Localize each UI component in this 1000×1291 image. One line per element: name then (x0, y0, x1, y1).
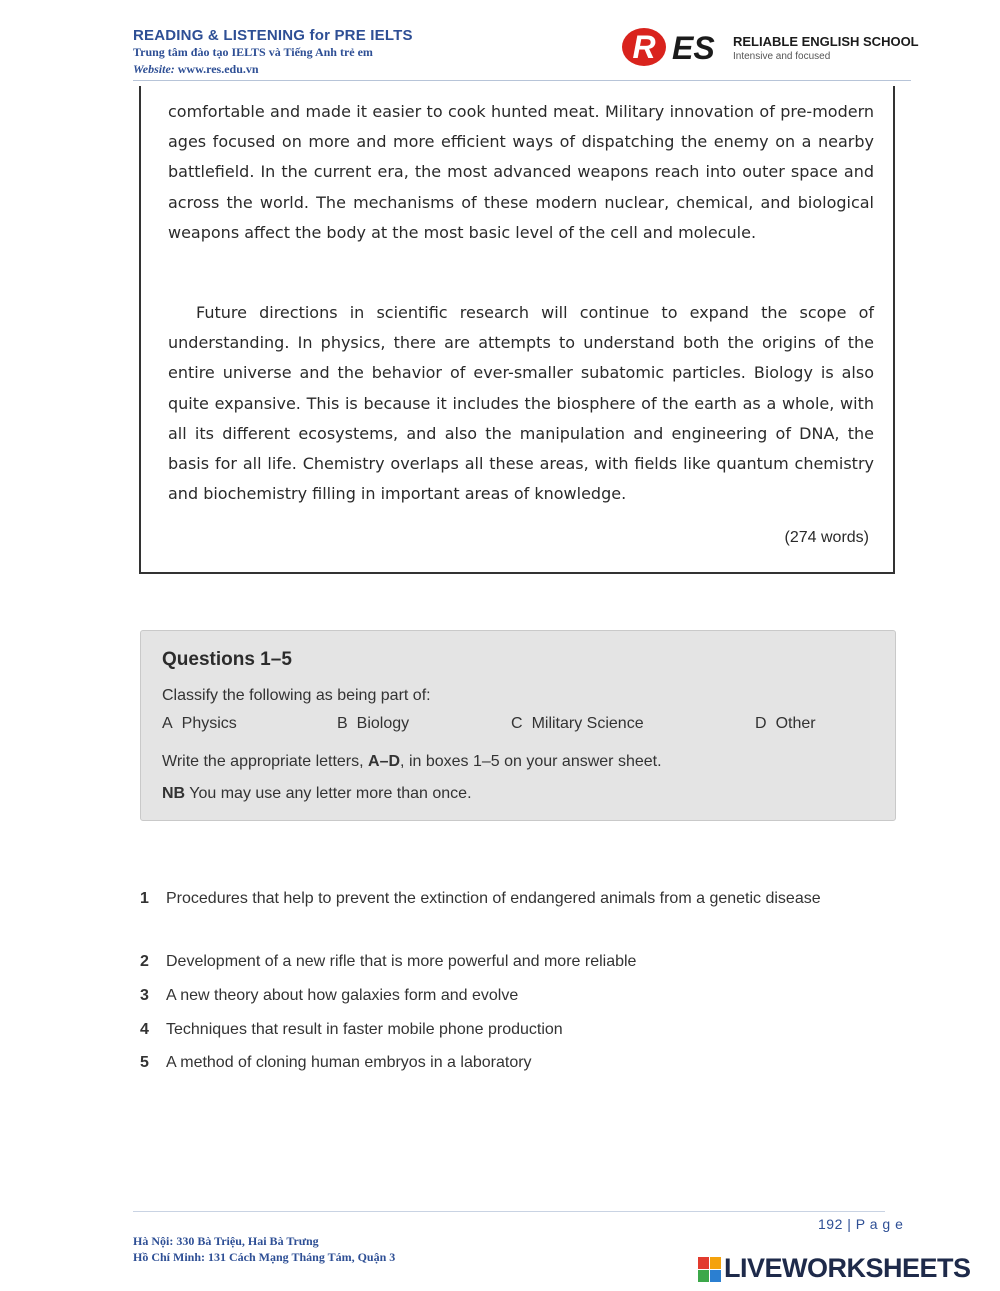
logo-school-name: RELIABLE ENGLISH SCHOOL (733, 34, 919, 49)
option-label: Biology (356, 715, 410, 732)
nb-label: NB (162, 785, 186, 802)
question-text: A method of cloning human embryos in a laboratory (166, 1054, 532, 1071)
header-website (133, 62, 259, 77)
header-divider (133, 80, 911, 81)
question-text: A new theory about how galaxies form and evolve (166, 987, 519, 1004)
passage-paragraph-1: comfortable and made it easier to cook hunted meat. Military innovation of pre-modern ages focused on more and more efficient ways of dispatching the enemy on a nearby battlefield. In the current era, the most advanced weapons reach into outer space and across the world. The mechanisms of these modern nuclear, chemical, and biological weapons affect the body at the most basic level of the cell and molecule. (168, 102, 874, 242)
question-item (140, 884, 876, 913)
logo-square-v (698, 1270, 709, 1282)
option-letter: B (337, 715, 348, 732)
word-count: (274 words) (784, 529, 869, 546)
option-b (337, 715, 409, 733)
nb-text: You may use any letter more than once. (185, 785, 472, 802)
question-item (140, 981, 876, 1010)
write-letters: A–D (368, 753, 401, 770)
option-d (755, 715, 816, 733)
question-text: Development of a new rifle that is more powerful and more reliable (166, 953, 637, 970)
write-suffix: , in boxes 1–5 on your answer sheet. (400, 753, 662, 770)
liveworksheets-logo-icon (698, 1254, 722, 1286)
option-letter: A (162, 715, 173, 732)
question-item (140, 1048, 876, 1077)
header-subtitle: Trung tâm đào tạo IELTS và Tiếng Anh trẻ em (133, 45, 373, 59)
option-c (511, 715, 644, 733)
question-item (140, 947, 876, 976)
option-letter: D (755, 715, 767, 732)
website-label: Website: (133, 62, 175, 76)
question-number: 1 (140, 890, 149, 907)
passage-paragraph-2: Future directions in scientific research will continue to expand the scope of understanding. In physics, there are attempts to understand both the origins of the entire universe and the behavior of ever-smaller subatomic particles. Biology is also quite expansive. This is because it includes the biosphere of the earth as a whole, with all its different ecosystems, and also the manipulation and engineering of DNA, the basis for all life. Chemistry overlaps all these areas, with fields like quantum chemistry and biochemistry filling in important areas of knowledge. (168, 303, 874, 504)
write-instruction (162, 753, 662, 771)
liveworksheets-brand[interactable]: LIVEWORKSHEETS (724, 1253, 971, 1283)
footer-address-hanoi: Hà Nội: 330 Bà Triệu, Hai Bà Trưng (133, 1234, 319, 1248)
footer-divider (133, 1211, 885, 1212)
nb-note (162, 785, 472, 803)
logo-letters-es: ES (672, 30, 715, 66)
write-prefix: Write the appropriate letters, (162, 753, 369, 770)
questions-instruction: Classify the following as being part of: (162, 687, 431, 704)
website-url[interactable]: www.res.edu.vn (177, 62, 259, 76)
header-title: READING & LISTENING for PRE IELTS (133, 27, 413, 44)
option-label: Physics (181, 715, 237, 732)
option-label: Other (775, 715, 816, 732)
logo-letter-r: R (632, 29, 656, 65)
question-number: 2 (140, 953, 149, 970)
question-number: 3 (140, 987, 149, 1004)
logo-square-e (710, 1270, 721, 1282)
option-letter: C (511, 715, 523, 732)
logo-square-i (710, 1257, 721, 1269)
question-number: 4 (140, 1021, 149, 1038)
question-text: Techniques that result in faster mobile phone production (166, 1021, 563, 1038)
option-label: Military Science (531, 715, 644, 732)
passage-box (139, 86, 895, 574)
logo-square-l (698, 1257, 709, 1269)
logo-tagline: Intensive and focused (733, 51, 831, 62)
questions-box (140, 630, 896, 821)
questions-title: Questions 1–5 (162, 649, 292, 670)
question-text: Procedures that help to prevent the extinction of endangered animals from a genetic disease (166, 890, 821, 907)
option-a (162, 715, 237, 733)
page-number: 192 | P a g e (818, 1216, 904, 1232)
footer-address-hcm: Hồ Chí Minh: 131 Cách Mạng Tháng Tám, Quận 3 (133, 1250, 396, 1264)
question-item (140, 1015, 876, 1044)
question-number: 5 (140, 1054, 149, 1071)
